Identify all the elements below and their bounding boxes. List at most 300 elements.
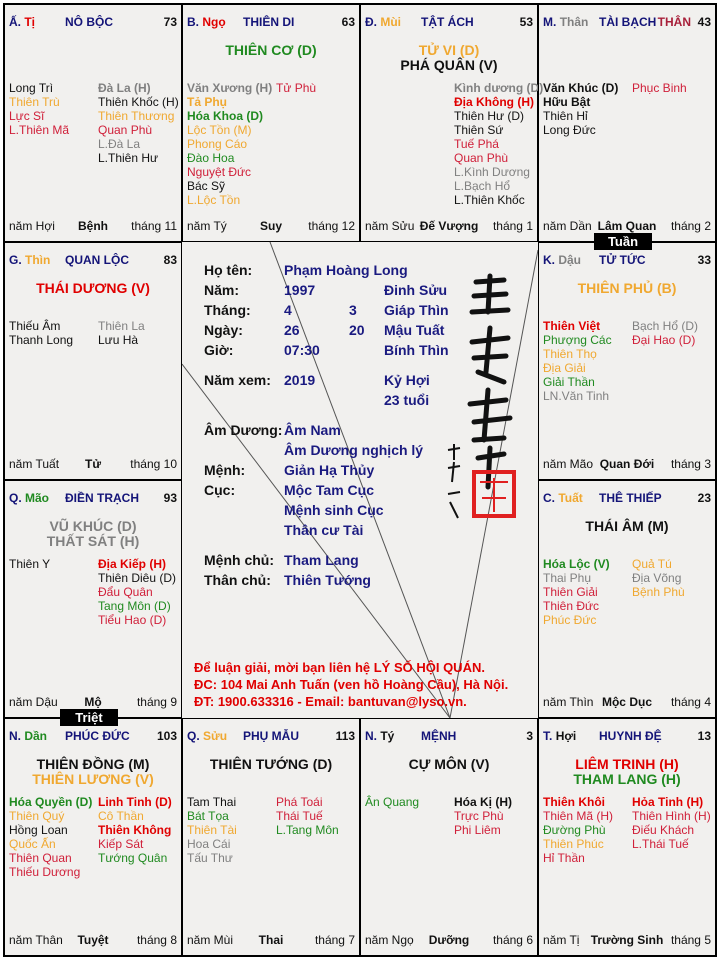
palace-cell[interactable] bbox=[4, 480, 182, 718]
footer-stage: Bệnh bbox=[78, 219, 108, 233]
palace-header bbox=[543, 15, 711, 31]
star: Quả Tú bbox=[632, 557, 672, 571]
star: Phong Cáo bbox=[187, 137, 248, 151]
palace-header bbox=[543, 729, 711, 745]
footer-stage: Mộ bbox=[84, 695, 102, 709]
star: Hóa Lộc (V) bbox=[543, 557, 610, 571]
star: Phá Toái bbox=[276, 795, 323, 809]
footer-month: tháng 7 bbox=[314, 933, 355, 947]
palace-name: TẬT ÁCH bbox=[421, 15, 474, 29]
star: Thiên Hỉ bbox=[543, 109, 588, 123]
star: Thiên Quý bbox=[9, 809, 65, 823]
branch-name: Tý bbox=[380, 729, 395, 743]
palace-name: TỬ TỨC bbox=[599, 253, 646, 267]
branch-prefix: Q. bbox=[9, 491, 22, 505]
palace-age: 13 bbox=[697, 729, 711, 743]
main-stars bbox=[539, 281, 715, 296]
footer-stage: Mộc Dục bbox=[601, 695, 652, 709]
palace-header bbox=[543, 491, 711, 507]
star: Tướng Quân bbox=[98, 851, 168, 865]
footer-month: tháng 5 bbox=[670, 933, 711, 947]
star: Phục Binh bbox=[632, 81, 687, 95]
star: Tử Phù bbox=[276, 81, 317, 95]
main-stars bbox=[5, 281, 181, 296]
palace-header bbox=[187, 15, 355, 31]
palace-name: THÊ THIẾP bbox=[599, 491, 662, 505]
day-lunar: 20 bbox=[349, 322, 365, 338]
year-value: 1997 bbox=[284, 282, 316, 298]
name-label: Họ tên: bbox=[204, 262, 253, 278]
branch-name: Tị bbox=[24, 15, 36, 29]
star: Thiên La bbox=[98, 319, 145, 333]
palace-age: 33 bbox=[697, 253, 711, 267]
footer-year: năm Tý bbox=[187, 219, 227, 233]
star: Địa Võng bbox=[632, 571, 682, 585]
footer-month: tháng 12 bbox=[308, 219, 355, 233]
star-list-left bbox=[543, 557, 610, 627]
star: Đường Phù bbox=[543, 823, 606, 837]
star: Tấu Thư bbox=[187, 851, 233, 865]
palace-branch bbox=[9, 729, 47, 743]
star-list-right bbox=[98, 81, 179, 165]
palace-header bbox=[9, 491, 177, 507]
star: Thanh Long bbox=[9, 333, 74, 347]
star-list-right bbox=[632, 557, 685, 599]
name-value: Phạm Hoàng Long bbox=[284, 262, 408, 278]
star: L.Thiên Mã bbox=[9, 123, 70, 137]
star: Thiên Khốc (H) bbox=[98, 95, 179, 109]
palace-cell[interactable] bbox=[4, 242, 182, 480]
palace-branch bbox=[543, 491, 583, 505]
branch-prefix: N. bbox=[9, 729, 21, 743]
star: Hữu Bật bbox=[543, 95, 591, 109]
star-list-right bbox=[98, 557, 176, 627]
footer-month: tháng 11 bbox=[131, 219, 177, 233]
palace-name: QUAN LỘC bbox=[65, 253, 129, 267]
main-stars bbox=[183, 43, 359, 58]
star: Trực Phù bbox=[454, 809, 504, 823]
footer-month: tháng 2 bbox=[670, 219, 711, 233]
main-star: LIÊM TRINH (H) bbox=[575, 756, 679, 772]
cuc-note-1: Mệnh sinh Cục bbox=[284, 502, 384, 518]
palace-branch bbox=[187, 729, 227, 743]
star: Bệnh Phù bbox=[632, 585, 685, 599]
star-list-left bbox=[187, 81, 272, 207]
star: Địa Kiếp (H) bbox=[98, 557, 167, 571]
palace-footer bbox=[187, 933, 355, 947]
star: Thiên Hình (H) bbox=[632, 809, 711, 823]
main-stars bbox=[5, 757, 181, 787]
star-list-right bbox=[632, 319, 698, 347]
palace-cell[interactable] bbox=[182, 4, 360, 242]
star: Thiên Thương bbox=[98, 109, 175, 123]
footer-year: năm Tuất bbox=[9, 457, 60, 471]
palace-footer bbox=[9, 219, 177, 233]
star: L.Thiên Khốc bbox=[454, 193, 525, 207]
star: Hỉ Thần bbox=[543, 851, 585, 865]
star: Tả Phụ bbox=[187, 95, 228, 109]
month-solar: 4 bbox=[284, 302, 292, 318]
footer-month: tháng 1 bbox=[492, 219, 533, 233]
than-tag: THÂN bbox=[657, 15, 691, 29]
menh-chu-value: Tham Lang bbox=[284, 552, 359, 568]
main-star: CỰ MÔN (V) bbox=[408, 756, 490, 772]
amduong-value: Âm Nam bbox=[284, 422, 341, 438]
hour-canchi: Bính Thìn bbox=[384, 342, 449, 358]
branch-prefix: N. bbox=[365, 729, 377, 743]
palace-cell[interactable] bbox=[538, 242, 716, 480]
branch-name: Ngọ bbox=[202, 15, 226, 29]
palace-footer bbox=[9, 695, 177, 709]
palace-cell[interactable] bbox=[182, 718, 360, 956]
footer-stage: Tử bbox=[84, 457, 102, 471]
palace-name: PHỤ MẪU bbox=[243, 729, 299, 743]
palace-cell[interactable] bbox=[538, 718, 716, 956]
palace-name: NÔ BỘC bbox=[65, 15, 113, 29]
footer-year: năm Tị bbox=[543, 933, 580, 947]
footer-stage: Thai bbox=[258, 933, 284, 947]
star: Văn Xương (H) bbox=[187, 81, 273, 95]
view-year-canchi: Kỷ Hợi bbox=[384, 372, 430, 388]
main-stars bbox=[539, 519, 715, 534]
star: Thiên Hư (D) bbox=[454, 109, 525, 123]
star-list-left bbox=[543, 795, 613, 865]
palace-branch bbox=[543, 729, 576, 743]
star-list-right bbox=[98, 795, 172, 865]
star: Bác Sỹ bbox=[187, 179, 226, 193]
star: Cô Thần bbox=[98, 809, 144, 823]
palace-age: 113 bbox=[335, 729, 355, 743]
month-lunar: 3 bbox=[349, 302, 357, 318]
main-star: THIÊN ĐỒNG (M) bbox=[36, 756, 150, 772]
main-stars bbox=[539, 757, 715, 787]
star: Hỏa Tinh (H) bbox=[632, 795, 704, 809]
branch-name: Mão bbox=[25, 491, 50, 505]
palace-age: 53 bbox=[519, 15, 533, 29]
footer-month: tháng 9 bbox=[136, 695, 177, 709]
center-info-panel bbox=[182, 242, 538, 718]
palace-name: THIÊN DI bbox=[243, 15, 295, 29]
menh-value: Giản Hạ Thủy bbox=[284, 462, 375, 478]
star: Thiên Giải bbox=[543, 585, 598, 599]
star: Thiếu Dương bbox=[9, 865, 81, 879]
star: Bát Tọa bbox=[187, 809, 229, 823]
star: Ân Quang bbox=[365, 795, 420, 809]
star: L.Thái Tuế bbox=[632, 837, 689, 851]
star: LN.Văn Tinh bbox=[543, 389, 610, 403]
palace-branch bbox=[365, 729, 394, 743]
star: L.Đà La bbox=[98, 137, 141, 151]
footer-stage: Suy bbox=[259, 219, 282, 233]
palace-header bbox=[9, 253, 177, 269]
contact-line-3: ĐT: 1900.633316 - Email: bantuvan@lyso.vn. bbox=[194, 694, 467, 709]
main-star: THAM LANG (H) bbox=[573, 771, 681, 787]
star-list-left bbox=[543, 81, 618, 137]
palace-cell[interactable] bbox=[360, 718, 538, 956]
cuc-value: Mộc Tam Cục bbox=[284, 482, 374, 498]
palace-age: 3 bbox=[526, 729, 533, 743]
star: Lộc Tồn (M) bbox=[187, 123, 252, 137]
day-solar: 26 bbox=[284, 322, 300, 338]
star: Thiên Diêu (D) bbox=[98, 571, 177, 585]
star-list-left bbox=[9, 319, 73, 347]
star: Địa Giải bbox=[543, 361, 586, 375]
main-star: THÁI ÂM (M) bbox=[585, 518, 669, 534]
palace-branch bbox=[9, 491, 49, 505]
star-list-left bbox=[543, 319, 612, 403]
star: Thiếu Âm bbox=[9, 319, 61, 333]
cuc-label: Cục: bbox=[204, 482, 236, 498]
star-list-left bbox=[365, 795, 419, 809]
star: Kiếp Sát bbox=[98, 837, 144, 851]
main-star: THIÊN PHỦ (B) bbox=[577, 280, 677, 296]
star: Quan Phù bbox=[98, 123, 153, 137]
palace-branch bbox=[543, 253, 581, 267]
palace-footer bbox=[543, 457, 711, 471]
branch-prefix: G. bbox=[9, 253, 22, 267]
main-star: THẤT SÁT (H) bbox=[46, 533, 140, 549]
palace-header bbox=[187, 729, 355, 745]
star: Đại Hao (D) bbox=[632, 333, 696, 347]
menh-chu-label: Mệnh chủ: bbox=[204, 552, 274, 568]
year-label: Năm: bbox=[204, 282, 240, 298]
footer-month: tháng 10 bbox=[130, 457, 177, 471]
palace-branch bbox=[365, 15, 401, 29]
star-list-left bbox=[9, 795, 92, 879]
contact-line-1: Để luận giải, mời bạn liên hệ LÝ SỐ HỘI QUÁN. bbox=[194, 660, 485, 675]
palace-cell[interactable] bbox=[360, 4, 544, 242]
palace-age: 93 bbox=[163, 491, 177, 505]
palace-name: HUYNH ĐỆ bbox=[599, 729, 662, 743]
palace-cell[interactable] bbox=[538, 480, 716, 718]
footer-year: năm Mùi bbox=[187, 933, 234, 947]
star-list-left bbox=[9, 557, 50, 571]
star: Thiên Việt bbox=[543, 319, 601, 333]
star: L.Bạch Hổ bbox=[454, 179, 511, 193]
star: Tiểu Hao (D) bbox=[98, 613, 167, 627]
star: L.Lộc Tồn bbox=[187, 193, 241, 207]
footer-year: năm Dậu bbox=[9, 695, 58, 709]
star: Hồng Loan bbox=[9, 823, 68, 837]
palace-header bbox=[543, 253, 711, 269]
footer-year: năm Thìn bbox=[543, 695, 594, 709]
than-chu-label: Thân chủ: bbox=[204, 572, 271, 588]
main-stars bbox=[361, 757, 537, 772]
star-list-right bbox=[276, 795, 339, 837]
star: Giải Thần bbox=[543, 375, 595, 389]
footer-month: tháng 3 bbox=[670, 457, 711, 471]
star: Điếu Khách bbox=[632, 823, 695, 837]
footer-stage: Trường Sinh bbox=[590, 933, 664, 947]
view-year-label: Năm xem: bbox=[204, 372, 271, 388]
palace-branch bbox=[187, 15, 226, 29]
footer-month: tháng 6 bbox=[492, 933, 533, 947]
main-stars bbox=[183, 757, 359, 772]
star: Tang Môn (D) bbox=[98, 599, 171, 613]
star: L.Kình Dương bbox=[454, 165, 530, 179]
star: Thiên Quan bbox=[9, 851, 72, 865]
palace-name: TÀI BẠCH bbox=[599, 15, 657, 29]
day-label: Ngày: bbox=[204, 322, 243, 338]
palace-footer bbox=[365, 933, 533, 947]
footer-stage: Đế Vượng bbox=[419, 219, 479, 233]
star: Nguyệt Đức bbox=[187, 165, 252, 179]
branch-prefix: Ấ. bbox=[9, 15, 21, 29]
day-canchi: Mậu Tuất bbox=[384, 322, 445, 338]
palace-cell[interactable] bbox=[4, 4, 182, 242]
branch-name: Thìn bbox=[25, 253, 51, 267]
palace-branch bbox=[543, 15, 588, 29]
amduong-note: Âm Dương nghịch lý bbox=[284, 442, 424, 458]
main-star: THIÊN TƯỚNG (D) bbox=[209, 756, 333, 772]
palace-branch bbox=[9, 253, 50, 267]
star: Thiên Phúc bbox=[543, 837, 604, 851]
star: Tuế Phá bbox=[454, 137, 499, 151]
star: Thai Phụ bbox=[543, 571, 592, 585]
menh-label: Mệnh: bbox=[204, 462, 246, 478]
star: Phúc Đức bbox=[543, 613, 597, 627]
star: Thiên Tài bbox=[187, 823, 237, 837]
palace-name: PHÚC ĐỨC bbox=[65, 729, 130, 743]
star: Phượng Các bbox=[543, 333, 612, 347]
star: Thiên Y bbox=[9, 557, 51, 571]
palace-cell[interactable] bbox=[538, 4, 716, 242]
branch-prefix: C. bbox=[543, 491, 555, 505]
star: Lưu Hà bbox=[98, 333, 139, 347]
star: Long Đức bbox=[543, 123, 596, 137]
view-year-value: 2019 bbox=[284, 372, 316, 388]
star-list-right bbox=[454, 795, 512, 837]
palace-header bbox=[9, 15, 177, 31]
star: Thiên Đức bbox=[543, 599, 600, 613]
star: Văn Khúc (D) bbox=[543, 81, 619, 95]
footer-month: tháng 8 bbox=[136, 933, 177, 947]
main-star: PHÁ QUÂN (V) bbox=[400, 57, 498, 73]
branch-name: Dần bbox=[24, 729, 48, 743]
palace-cell[interactable] bbox=[4, 718, 182, 956]
footer-stage: Dưỡng bbox=[428, 933, 470, 947]
branch-prefix: M. bbox=[543, 15, 557, 29]
year-canchi: Đinh Sửu bbox=[384, 282, 448, 298]
star-list-left bbox=[9, 81, 69, 137]
month-canchi: Giáp Thìn bbox=[384, 302, 449, 318]
palace-age: 23 bbox=[697, 491, 711, 505]
palace-age: 63 bbox=[341, 15, 355, 29]
branch-prefix: Q. bbox=[187, 729, 200, 743]
footer-year: năm Ngọ bbox=[365, 933, 414, 947]
age-value: 23 tuổi bbox=[384, 392, 430, 408]
branch-prefix: K. bbox=[543, 253, 555, 267]
palace-age: 83 bbox=[163, 253, 177, 267]
palace-footer bbox=[543, 695, 711, 709]
footer-stage: Lâm Quan bbox=[597, 219, 657, 233]
main-star: THIÊN LƯƠNG (V) bbox=[32, 771, 154, 787]
hour-label: Giờ: bbox=[204, 342, 234, 358]
main-stars bbox=[361, 43, 537, 73]
star: Đẩu Quân bbox=[98, 585, 153, 599]
branch-prefix: Đ. bbox=[365, 15, 377, 29]
palace-name: ĐIỀN TRẠCH bbox=[65, 491, 139, 505]
footer-year: năm Mão bbox=[543, 457, 594, 471]
main-star: THÁI DƯƠNG (V) bbox=[36, 280, 150, 296]
footer-year: năm Thân bbox=[9, 933, 63, 947]
palace-footer bbox=[543, 933, 711, 947]
star: Thái Tuế bbox=[276, 809, 323, 823]
star: Kình dương (D) bbox=[454, 81, 544, 95]
star: Đà La (H) bbox=[98, 81, 151, 95]
star-list-right bbox=[98, 319, 145, 347]
branch-prefix: T. bbox=[543, 729, 553, 743]
star: L.Thiên Hư bbox=[98, 151, 159, 165]
star: Đào Hoa bbox=[187, 151, 235, 165]
palace-footer bbox=[9, 457, 177, 471]
star: Phi Liêm bbox=[454, 823, 501, 837]
star: Thiên Sứ bbox=[454, 123, 504, 137]
star: Thiên Không bbox=[98, 823, 172, 837]
main-stars bbox=[5, 519, 181, 549]
palace-name: MỆNH bbox=[421, 729, 457, 743]
star: Quốc Ấn bbox=[9, 837, 56, 851]
main-star: THIÊN CƠ (D) bbox=[225, 42, 317, 58]
branch-name: Tuất bbox=[558, 491, 583, 505]
branch-name: Mùi bbox=[380, 15, 402, 29]
palace-age: 73 bbox=[163, 15, 177, 29]
star: Hoa Cái bbox=[187, 837, 231, 851]
star-list-right bbox=[276, 81, 316, 95]
palace-footer bbox=[365, 219, 533, 233]
star: Hóa Khoa (D) bbox=[187, 109, 263, 123]
than-chu-value: Thiên Tướng bbox=[284, 572, 371, 588]
star: Thiên Thọ bbox=[543, 347, 597, 361]
star: Thiên Trù bbox=[9, 95, 60, 109]
palace-age: 103 bbox=[156, 729, 177, 743]
footer-year: năm Hợi bbox=[9, 219, 55, 233]
star: Quan Phù bbox=[454, 151, 509, 165]
palace-header bbox=[365, 729, 533, 745]
star: Long Trì bbox=[9, 81, 54, 95]
footer-stage: Quan Đới bbox=[599, 457, 655, 471]
amduong-label: Âm Dương: bbox=[204, 422, 283, 438]
footer-stage: Tuyệt bbox=[77, 933, 109, 947]
star: Hóa Quyền (D) bbox=[9, 795, 93, 809]
footer-year: năm Dần bbox=[543, 219, 592, 233]
star: L.Tang Môn bbox=[276, 823, 339, 837]
star: Bạch Hổ (D) bbox=[632, 319, 699, 333]
contact-line-2: ĐC: 104 Mai Anh Tuấn (ven hồ Hoàng Cầu), Hà Nội. bbox=[194, 677, 509, 692]
footer-year: năm Sửu bbox=[365, 219, 415, 233]
star: Linh Tinh (D) bbox=[98, 795, 172, 809]
triet-badge: Triệt bbox=[60, 709, 118, 726]
palace-footer bbox=[543, 219, 711, 233]
star-list-left bbox=[187, 795, 237, 865]
star: Thiên Mã (H) bbox=[543, 809, 614, 823]
branch-name: Dậu bbox=[558, 253, 582, 267]
palace-header bbox=[365, 15, 533, 31]
palace-age: 43 bbox=[697, 15, 711, 29]
branch-prefix: B. bbox=[187, 15, 199, 29]
footer-month: tháng 4 bbox=[670, 695, 711, 709]
palace-footer bbox=[187, 219, 355, 233]
tuan-badge: Tuần bbox=[594, 233, 652, 250]
cuc-note-2: Thân cư Tài bbox=[284, 522, 364, 538]
star: Thiên Khôi bbox=[543, 795, 605, 809]
palace-branch bbox=[9, 15, 35, 29]
branch-name: Thân bbox=[559, 15, 589, 29]
star-list-right bbox=[632, 81, 687, 95]
star-list-right bbox=[454, 81, 543, 207]
star: Lực Sĩ bbox=[9, 109, 45, 123]
palace-header bbox=[9, 729, 177, 745]
